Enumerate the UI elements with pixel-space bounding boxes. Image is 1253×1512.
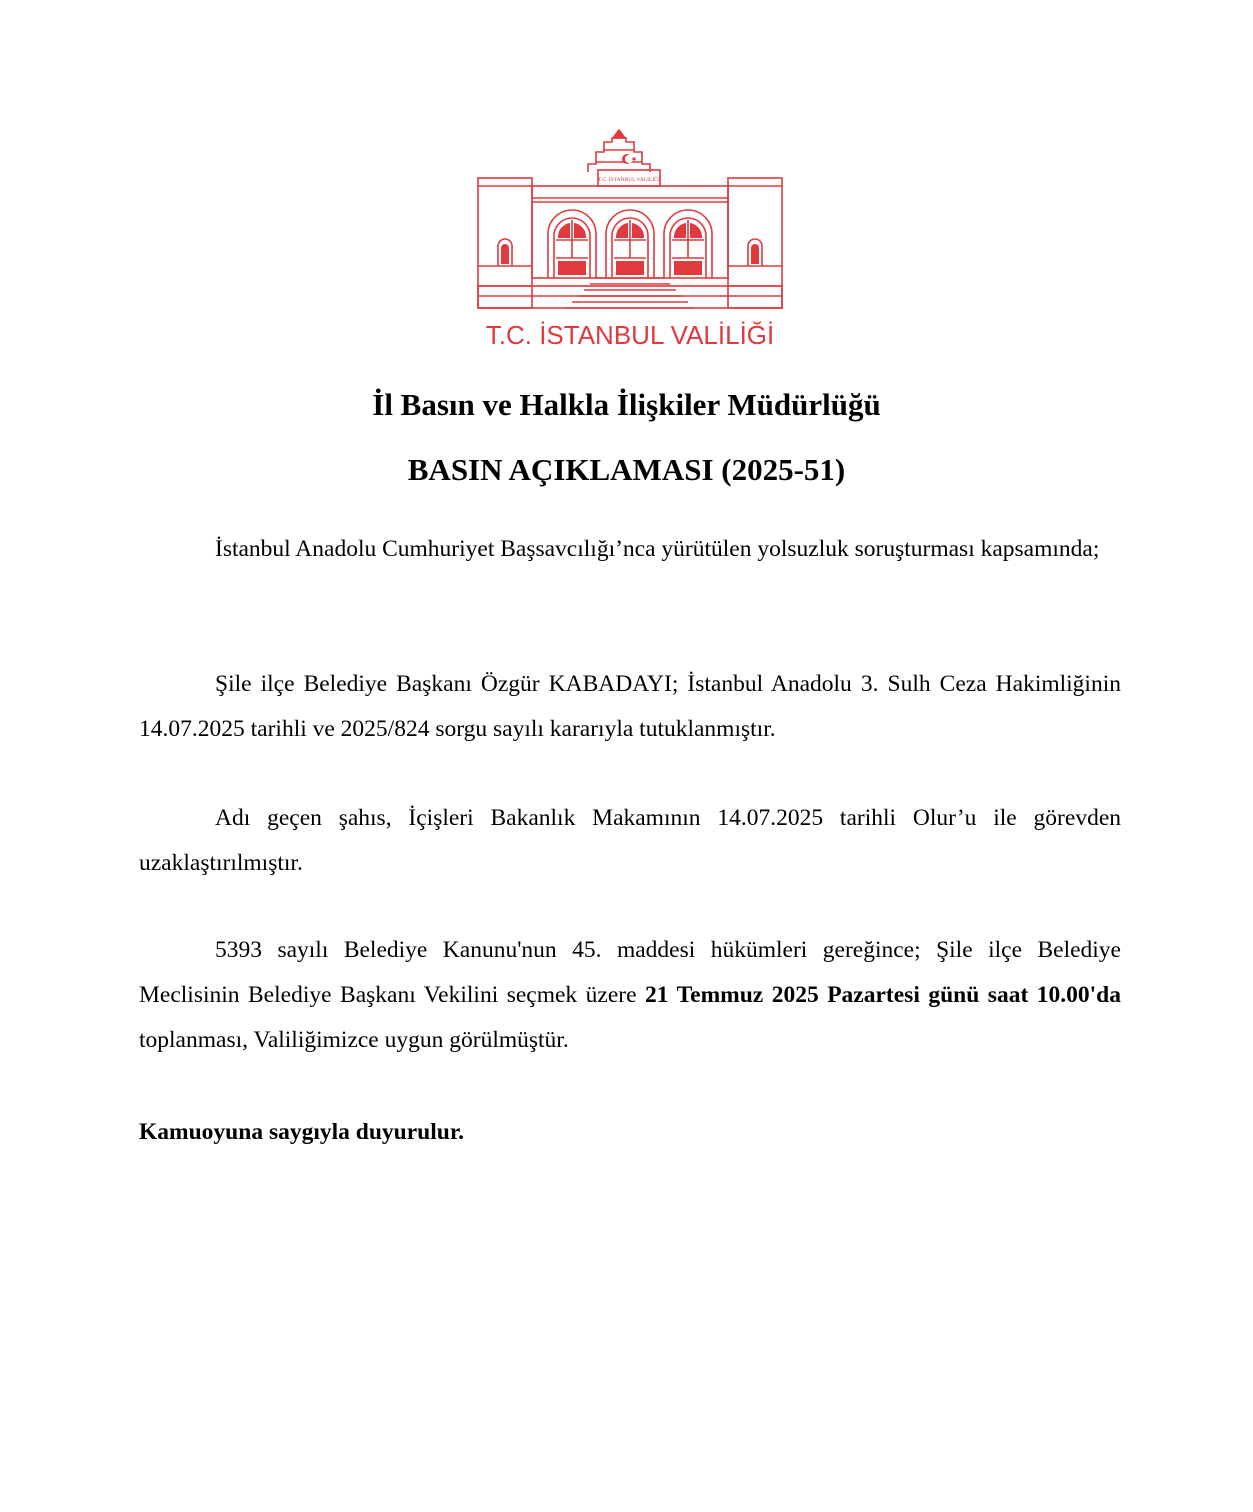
press-release-title: BASIN AÇIKLAMASI (2025-51) <box>407 452 846 487</box>
council-meeting-text-1: 5393 sayılı Belediye Kanunu'nun 45. maddesi hükümleri gereğince; Şile ilçe Belediye Meclisinin Belediye Başkanı Vekilini seçmek üzere <box>139 937 1121 1008</box>
council-meeting-text-2: toplanması, Valiliğimizce uygun görülmüştür. <box>139 1027 569 1053</box>
paragraph-removal: Adı geçen şahıs, İçişleri Bakanlık Makamının 14.07.2025 tarihli Olur’u ile görevden uzaklaştırılmıştır. <box>139 805 1121 876</box>
directorate-heading: İl Basın ve Halkla İlişkiler Müdürlüğü <box>372 387 881 422</box>
paragraph-investigation: İstanbul Anadolu Cumhuriyet Başsavcılığı’nca yürütülen yolsuzluk soruşturması kapsamında; <box>215 536 1100 562</box>
governorship-building-icon <box>470 128 790 358</box>
paragraph-council-meeting <box>139 928 1121 1063</box>
council-meeting-date: 21 Temmuz 2025 Pazartesi günü saat 10.00'da <box>645 982 1121 1008</box>
closing-statement: Kamuoyuna saygıyla duyurulur. <box>139 1119 464 1145</box>
istanbul-governorship-logo <box>470 128 790 358</box>
logo-caption: T.C. İSTANBUL VALİLİĞİ <box>485 320 775 350</box>
logo-plaque-text: T.C. İSTANBUL VALİLİĞİ <box>598 177 660 183</box>
paragraph-arrest: Şile ilçe Belediye Başkanı Özgür KABADAYI; İstanbul Anadolu 3. Sulh Ceza Hakimliğinin 14.07.2025 tarihli ve 2025/824 sorgu sayılı kararıyla tutuklanmıştır. <box>139 671 1121 742</box>
